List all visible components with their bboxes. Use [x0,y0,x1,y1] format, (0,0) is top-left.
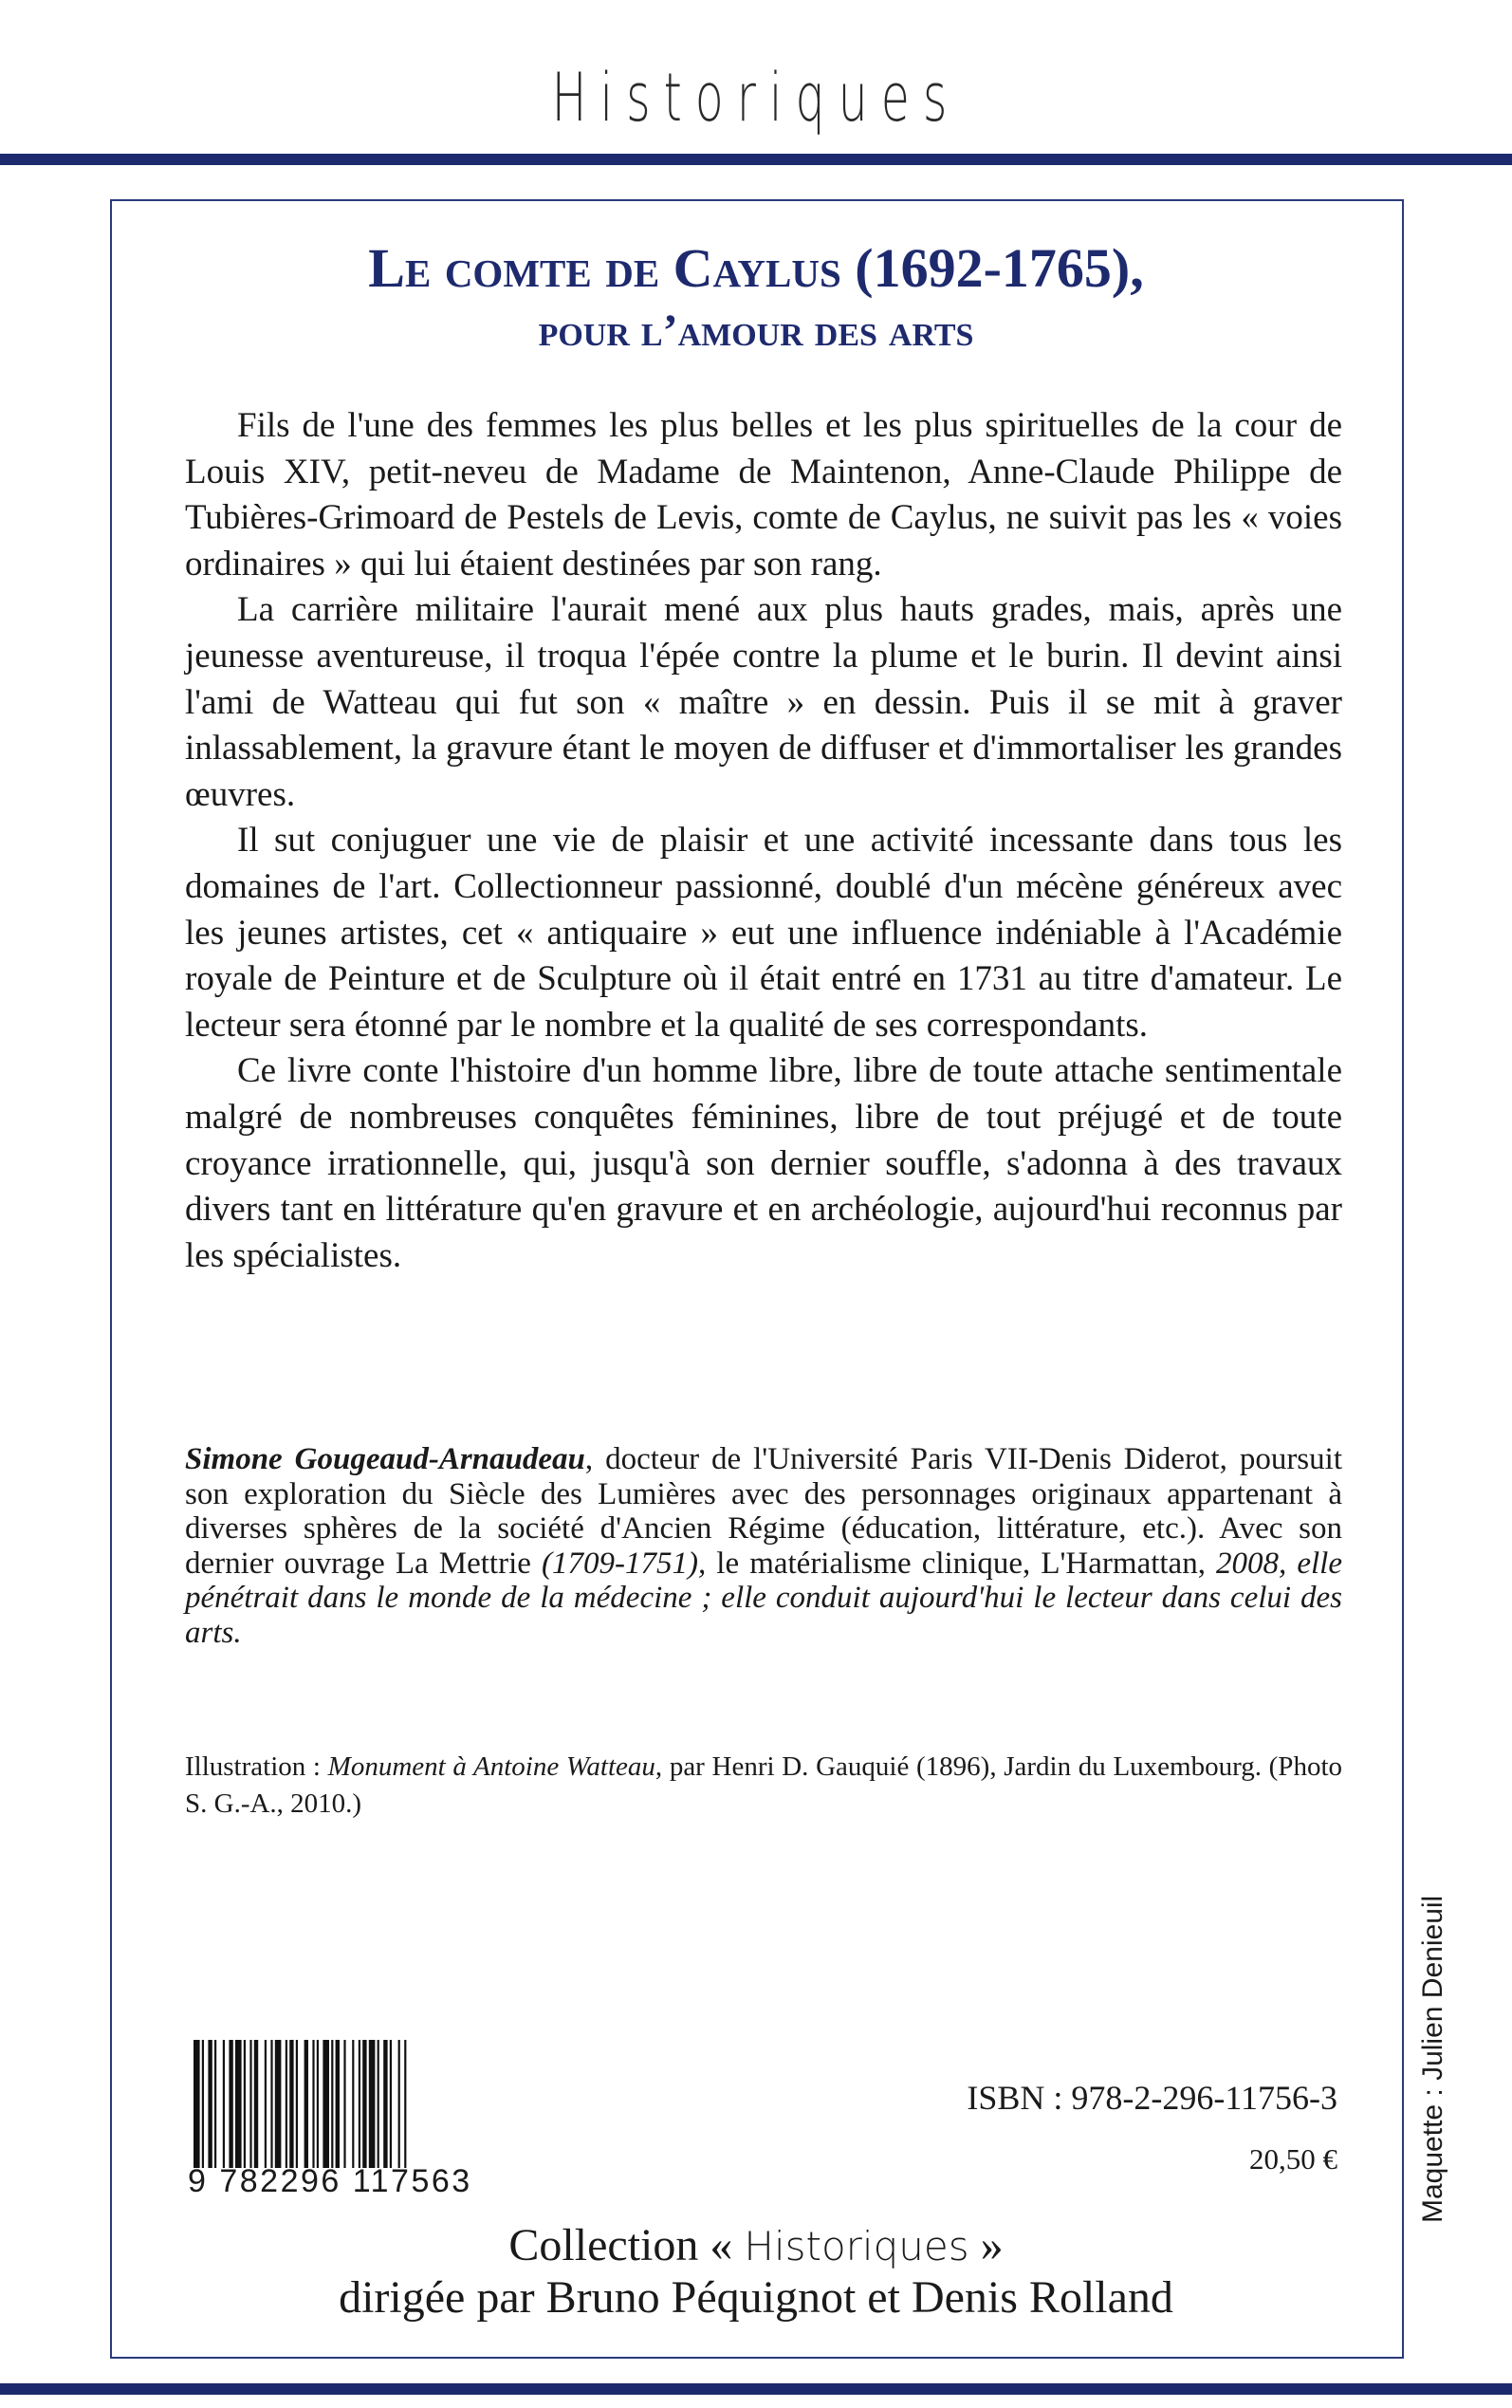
barcode-icon [190,2040,503,2168]
top-rule [0,154,1512,165]
book-title [0,237,1512,362]
collection-line [0,2220,1512,2272]
bio-work-subtitle: le matérialisme clinique, L'Harmattan, [716,1546,1206,1581]
barcode-bar [270,2040,272,2168]
barcode-bar [265,2040,267,2168]
illustration-credit-text [185,1749,1342,1823]
credit-rest: , par Henri D. Gauquié (1896), Jardin du Luxembourg. (Photo S. G.-A., 2010.) [185,1751,1342,1819]
barcode-bar [404,2040,406,2168]
barcode-bar [235,2040,242,2168]
barcode-bar [362,2040,366,2168]
collection-info [0,2220,1512,2324]
barcode-bar [343,2040,345,2168]
barcode-bar [317,2040,319,2168]
credit-prefix: Illustration : [185,1751,328,1782]
bio-text-1: , docteur de l'Université Paris VII-Denis Diderot, poursuit son exploration du Siècle des Lumières avec des personnages originaux appartenant à diverses sphères de la société d'Ancien Régime (éducation, littérature, etc.). Avec son dernier ouvrage [185,1442,1342,1581]
barcode-bar [223,2040,225,2168]
collection-series-name: Historiques [744,2223,969,2269]
bio-text-3: 2008, elle pénétrait dans le monde de la médecine ; elle conduit aujourd'hui le lecteur dans celui des arts. [185,1546,1342,1650]
bio-work-title: La Mettrie [395,1546,531,1581]
summary-paragraph: Fils de l'une des femmes les plus belles et les plus spirituelles de la cour de Louis XIV, petit-neveu de Madame de Maintenon, Anne-Claude Philippe de Tubières-Grimoard de Pestels de Levis, comte de Caylus, ne suivit pas les « voies ordinaires » qui lui étaient destinées par son rang. [185,406,1342,583]
barcode-bar [208,2040,212,2168]
barcode-bar [383,2040,387,2168]
collection-directors: dirigée par Bruno Péquignot et Denis Rolland [339,2272,1173,2323]
barcode-bar [352,2040,354,2168]
author-name: Simone Gougeaud-Arnaudeau [185,1442,585,1476]
summary [185,403,1342,1279]
barcode-bar [331,2040,333,2168]
barcode-bar [304,2040,308,2168]
barcode-bar [254,2040,258,2168]
price: 20,50 € [1249,2142,1337,2176]
barcode-bar [214,2040,216,2168]
barcode-bar [202,2040,204,2168]
isbn: ISBN : 978-2-296-11756-3 [967,2079,1337,2117]
summary-paragraph: Ce livre conte l'histoire d'un homme libre, libre de toute attache sentimentale malgré de nombreuses conquêtes féminines, libre de tout préjugé et de toute croyance irrationnelle, qui, jusqu'à son dernier souffle, s'adonna à des travaux divers tant en littérature qu'en gravure et en archéologie, aujourd'hui reconnus par les spécialistes. [185,1051,1342,1275]
barcode-bar [249,2040,251,2168]
series-header: Historiques [551,59,961,137]
bio-text-2: (1709-1751), [530,1546,717,1581]
book-title-line-1: Le comte de Caylus (1692-1765), [368,237,1144,299]
bottom-rule [0,2383,1512,2395]
barcode-bar [296,2040,298,2168]
book-title-line-2: pour l’amour des arts [538,306,974,356]
barcode-bar [359,2040,360,2168]
credit-work: Monument à Antoine Watteau [327,1751,655,1782]
barcode-bar [323,2040,329,2168]
summary-paragraph: Il sut conjuguer une vie de plaisir et une activité incessante dans tous les domaines de l'art. Collectionneur passionné, doublé d'un mécène généreux avec les jeunes artistes, cet « antiquaire » eut une influence indéniable à l'Académie royale de Peinture et de Sculpture où il était entré en 1731 au titre d'amateur. Le lecteur sera étonné par le nombre et la qualité de ses correspondants. [185,821,1342,1045]
barcode-bar [336,2040,340,2168]
collection-suffix: » [980,2220,1004,2270]
barcode-bar [312,2040,314,2168]
barcode-bar [369,2040,376,2168]
barcode-bar [244,2040,246,2168]
barcode-bar [275,2040,282,2168]
barcode-bar [390,2040,392,2168]
barcode-bar [194,2040,200,2168]
barcode-bar [398,2040,400,2168]
barcode-bar [286,2040,287,2168]
author-bio-text [185,1442,1342,1650]
barcode-digits: 9 782296 117563 [188,2163,472,2199]
illustration-credit [185,1749,1342,1823]
barcode-bar [229,2040,232,2168]
summary-paragraph: La carrière militaire l'aurait mené aux plus hauts grades, mais, après une jeunesse aventureuse, il troqua l'épée contre la plume et le burin. Il devint ainsi l'ami de Watteau qui fut son « maître » en dessin. Puis il se mit à graver inlassablement, la gravure étant le moyen de diffuser et d'immortaliser les grandes œuvres. [185,590,1342,814]
barcode-bar [289,2040,293,2168]
collection-prefix: Collection « [508,2220,733,2270]
author-bio [185,1442,1342,1650]
barcode-bar [378,2040,379,2168]
design-credit: Maquette : Julien Denieuil [1417,1895,1448,2223]
